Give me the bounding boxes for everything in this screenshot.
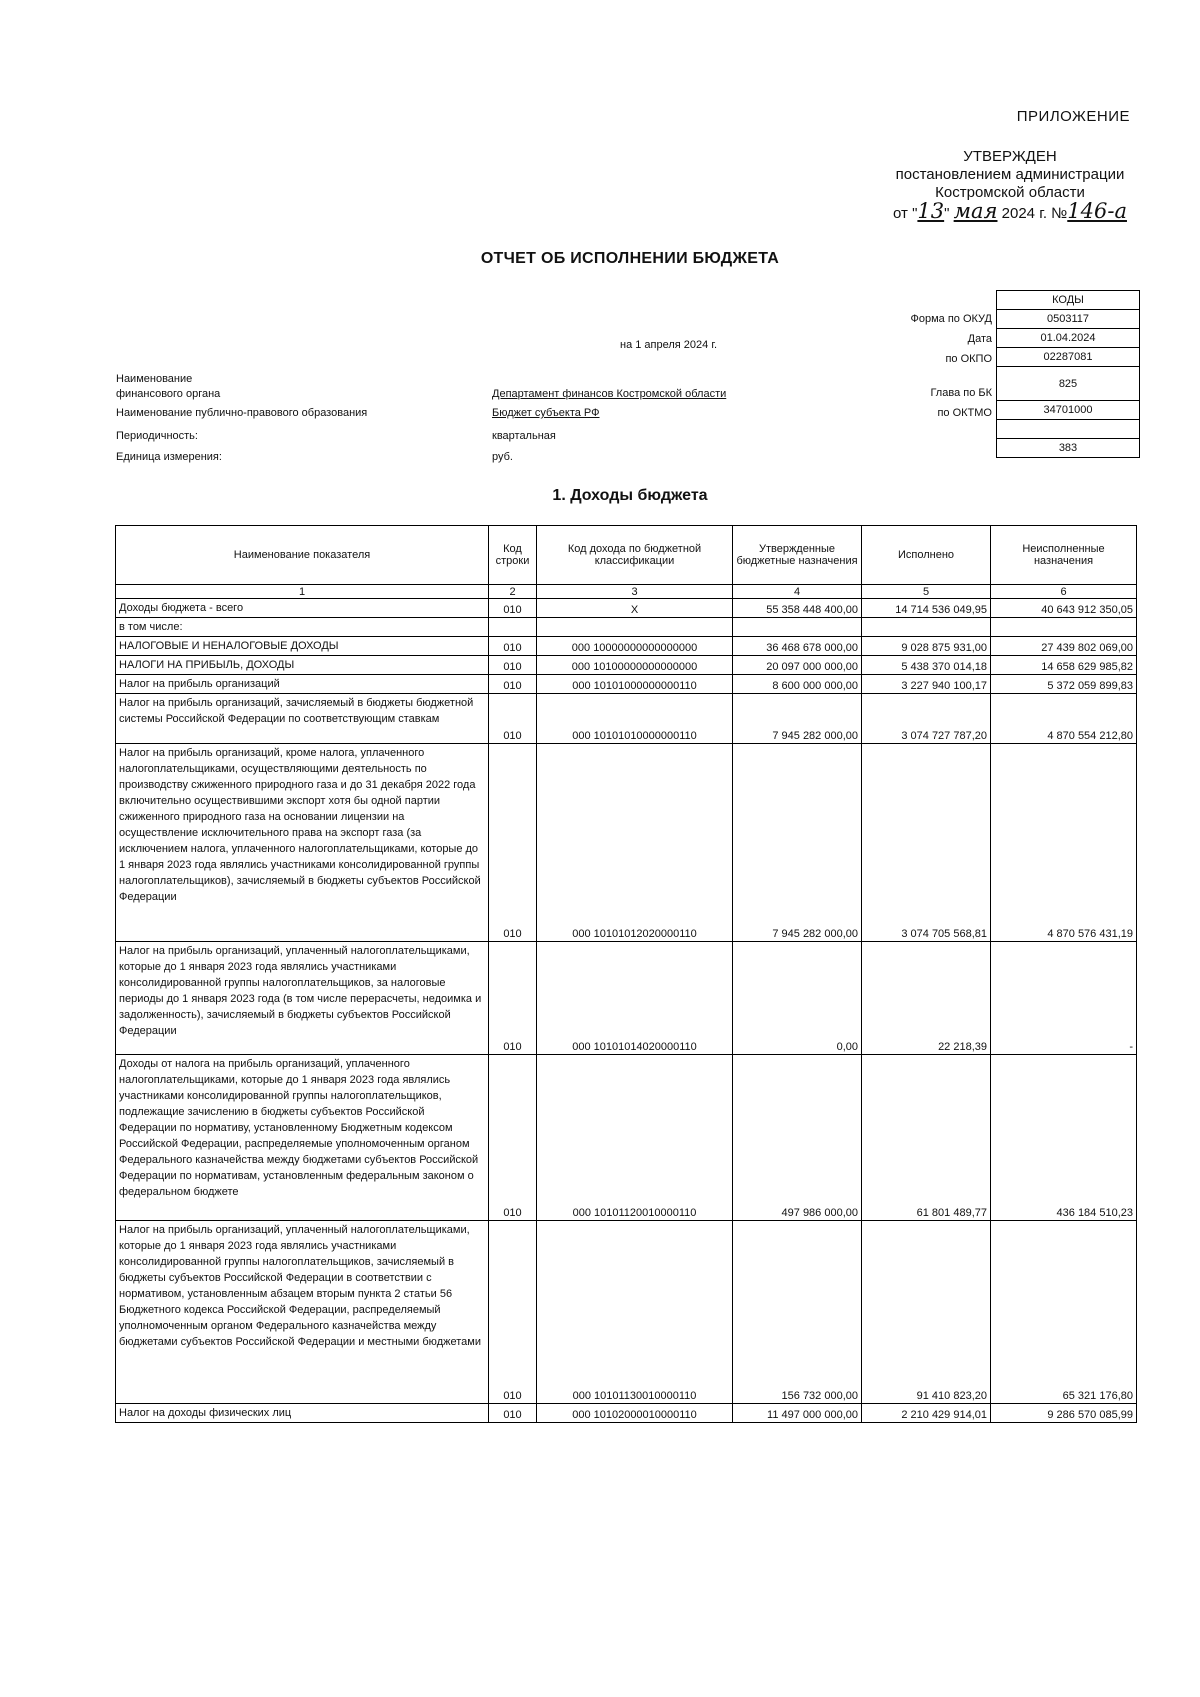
row-line-code <box>489 618 537 637</box>
section-title: 1. Доходы бюджета <box>552 487 708 504</box>
row-unexecuted: - <box>991 942 1137 1055</box>
row-line-code: 010 <box>489 1055 537 1221</box>
column-numbers-row <box>116 585 1137 599</box>
row-name: НАЛОГИ НА ПРИБЫЛЬ, ДОХОДЫ <box>116 656 489 675</box>
header-name: Наименование показателя <box>116 526 489 585</box>
row-executed: 9 028 875 931,00 <box>862 637 991 656</box>
row-name: Налог на прибыль организаций, кроме налога, уплаченного налогоплательщиками, осуществляющими деятельность по производству сжиженного природного газа и до 31 декабря 2022 года включительно осуществившими экспорт хотя бы одной партии сжиженного природного газа на основании лицензии на осуществление исключительного права на экспорт газа (за исключением налога, уплаченного налогоплательщиками, которые до 1 января 2023 года являлись участниками консолидированной группы налогоплательщиков), зачисляемый в бюджеты субъектов Российской Федерации <box>116 744 489 942</box>
table-row <box>116 599 1137 618</box>
period-label: Периодичность: <box>116 430 198 442</box>
row-approved <box>733 618 862 637</box>
approval-line-3: Костромской области <box>935 184 1085 201</box>
row-approved: 20 097 000 000,00 <box>733 656 862 675</box>
approval-year: 2024 г. № <box>1001 205 1068 222</box>
fin-org-value: Департамент финансов Костромской области <box>492 388 727 400</box>
row-executed: 3 074 705 568,81 <box>862 744 991 942</box>
row-unexecuted: 14 658 629 985,82 <box>991 656 1137 675</box>
row-name: Налог на прибыль организаций, зачисляемый в бюджеты бюджетной системы Российской Федерации по соответствующим ставкам <box>116 694 489 744</box>
row-approved: 36 468 678 000,00 <box>733 637 862 656</box>
row-unexecuted: 4 870 554 212,80 <box>991 694 1137 744</box>
table-row <box>116 1221 1137 1404</box>
approval-prefix: от " <box>893 205 918 222</box>
row-line-code: 010 <box>489 599 537 618</box>
table-row <box>116 744 1137 942</box>
appendix-label: ПРИЛОЖЕНИЕ <box>1016 108 1130 125</box>
row-income-code: 000 10102000010000110 <box>537 1404 733 1423</box>
report-title: ОТЧЕТ ОБ ИСПОЛНЕНИИ БЮДЖЕТА <box>480 250 780 267</box>
row-unexecuted: 40 643 912 350,05 <box>991 599 1137 618</box>
row-approved: 8 600 000 000,00 <box>733 675 862 694</box>
table-row <box>116 675 1137 694</box>
table-row <box>116 656 1137 675</box>
col-number: 5 <box>862 585 991 599</box>
label-oktmo: по ОКТМО <box>937 407 992 419</box>
approval-quote: " <box>944 205 950 222</box>
code-date: 01.04.2024 <box>997 329 1140 348</box>
approval-line-1: УТВЕРЖДЕН <box>963 148 1057 165</box>
entity-label: Наименование публично-правового образования <box>116 407 368 419</box>
row-income-code: X <box>537 599 733 618</box>
row-name: Налог на прибыль организаций, уплаченный налогоплательщиками, которые до 1 января 2023 года являлись участниками консолидированной группы налогоплательщиков, зачисляемый в бюджеты субъектов Российской Федерации в соответствии с нормативом, установленным абзацем вторым пункта 2 статьи 56 Бюджетного кодекса Российской Федерации, распределяемый уполномоченным органом Федерального казначейства между бюджетами субъектов Российской Федерации и местными бюджетами <box>116 1221 489 1404</box>
row-approved: 11 497 000 000,00 <box>733 1404 862 1423</box>
row-income-code: 000 10101130010000110 <box>537 1221 733 1404</box>
row-income-code <box>537 618 733 637</box>
row-name: НАЛОГОВЫЕ И НЕНАЛОГОВЫЕ ДОХОДЫ <box>116 637 489 656</box>
row-name: Налог на доходы физических лиц <box>116 1404 489 1423</box>
report-date: на 1 апреля 2024 г. <box>620 339 718 351</box>
table-row <box>116 942 1137 1055</box>
unit-label: Единица измерения: <box>116 451 222 463</box>
row-approved: 7 945 282 000,00 <box>733 744 862 942</box>
row-name: Доходы бюджета - всего <box>116 599 489 618</box>
row-executed: 3 227 940 100,17 <box>862 675 991 694</box>
row-line-code: 010 <box>489 744 537 942</box>
row-approved: 156 732 000,00 <box>733 1221 862 1404</box>
label-okpo: по ОКПО <box>945 353 992 365</box>
col-number: 2 <box>489 585 537 599</box>
code-oktmo: 34701000 <box>997 401 1140 420</box>
revenue-table <box>115 525 1137 1423</box>
label-okud: Форма по ОКУД <box>910 313 992 325</box>
header-line-code: Код строки <box>489 526 537 585</box>
code-bk: 825 <box>997 367 1140 401</box>
row-name: Налог на прибыль организаций <box>116 675 489 694</box>
row-approved: 7 945 282 000,00 <box>733 694 862 744</box>
row-line-code: 010 <box>489 675 537 694</box>
row-line-code: 010 <box>489 637 537 656</box>
table-row <box>116 694 1137 744</box>
row-line-code: 010 <box>489 656 537 675</box>
table-row <box>116 1055 1137 1221</box>
row-line-code: 010 <box>489 694 537 744</box>
header-approved: Утвержденные бюджетные назначения <box>733 526 862 585</box>
header-income-code: Код дохода по бюджетной классификации <box>537 526 733 585</box>
col-number: 6 <box>991 585 1137 599</box>
table-row <box>116 637 1137 656</box>
codes-table <box>996 290 1140 458</box>
fin-org-label-2: финансового органа <box>116 388 221 400</box>
row-executed: 14 714 536 049,95 <box>862 599 991 618</box>
col-number: 1 <box>116 585 489 599</box>
row-line-code: 010 <box>489 942 537 1055</box>
row-line-code: 010 <box>489 1404 537 1423</box>
row-executed <box>862 618 991 637</box>
row-executed: 5 438 370 014,18 <box>862 656 991 675</box>
row-unexecuted: 9 286 570 085,99 <box>991 1404 1137 1423</box>
code-unit: 383 <box>997 439 1140 458</box>
code-okpo: 02287081 <box>997 348 1140 367</box>
code-period <box>997 420 1140 439</box>
row-line-code: 010 <box>489 1221 537 1404</box>
row-executed: 3 074 727 787,20 <box>862 694 991 744</box>
row-name: Доходы от налога на прибыль организаций, уплаченного налогоплательщиками, которые до 1 января 2023 года являлись участниками консолидированной группы налогоплательщиков, подлежащие зачислению в бюджеты субъектов Российской Федерации по нормативу, установленному Бюджетным кодексом Российской Федерации, распределяемые уполномоченным органом Федерального казначейства между бюджетами субъектов Российской Федерации по нормативам, установленным федеральным законом о федеральном бюджете <box>116 1055 489 1221</box>
header-unexecuted: Неисполненные назначения <box>991 526 1137 585</box>
row-executed: 22 218,39 <box>862 942 991 1055</box>
period-value: квартальная <box>492 430 556 442</box>
fin-org-label-1: Наименование <box>116 373 193 385</box>
row-unexecuted: 65 321 176,80 <box>991 1221 1137 1404</box>
label-date: Дата <box>967 333 992 345</box>
approval-date-line <box>860 199 1160 223</box>
table-row <box>116 618 1137 637</box>
row-executed: 61 801 489,77 <box>862 1055 991 1221</box>
row-unexecuted: 436 184 510,23 <box>991 1055 1137 1221</box>
row-income-code: 000 10101000000000110 <box>537 675 733 694</box>
label-bk: Глава по БК <box>930 387 992 399</box>
approval-line-2: постановлением администрации <box>895 166 1125 183</box>
row-approved: 0,00 <box>733 942 862 1055</box>
row-name: Налог на прибыль организаций, уплаченный налогоплательщиками, которые до 1 января 2023 года являлись участниками консолидированной группы налогоплательщиков, за налоговые периоды до 1 января 2023 года (в том числе перерасчеты, недоимка и задолженность), зачисляемый в бюджеты субъектов Российской Федерации <box>116 942 489 1055</box>
col-number: 3 <box>537 585 733 599</box>
unit-value: руб. <box>492 451 513 463</box>
row-approved: 497 986 000,00 <box>733 1055 862 1221</box>
row-income-code: 000 10101120010000110 <box>537 1055 733 1221</box>
row-income-code: 000 10101014020000110 <box>537 942 733 1055</box>
code-okud: 0503117 <box>997 310 1140 329</box>
approval-month: мая <box>953 199 998 223</box>
row-name: в том числе: <box>116 618 489 637</box>
row-unexecuted: 5 372 059 899,83 <box>991 675 1137 694</box>
row-executed: 91 410 823,20 <box>862 1221 991 1404</box>
table-row <box>116 1404 1137 1423</box>
row-unexecuted: 27 439 802 069,00 <box>991 637 1137 656</box>
row-unexecuted: 4 870 576 431,19 <box>991 744 1137 942</box>
approval-number: 146-а <box>1067 199 1127 223</box>
row-income-code: 000 10101010000000110 <box>537 694 733 744</box>
codes-header: КОДЫ <box>997 291 1140 310</box>
row-executed: 2 210 429 914,01 <box>862 1404 991 1423</box>
row-approved: 55 358 448 400,00 <box>733 599 862 618</box>
approval-day: 13 <box>917 199 945 223</box>
header-executed: Исполнено <box>862 526 991 585</box>
approval-block <box>860 148 1160 223</box>
row-income-code: 000 10100000000000000 <box>537 656 733 675</box>
col-number: 4 <box>733 585 862 599</box>
row-income-code: 000 10000000000000000 <box>537 637 733 656</box>
row-unexecuted <box>991 618 1137 637</box>
row-income-code: 000 10101012020000110 <box>537 744 733 942</box>
entity-value: Бюджет субъекта РФ <box>492 407 600 419</box>
